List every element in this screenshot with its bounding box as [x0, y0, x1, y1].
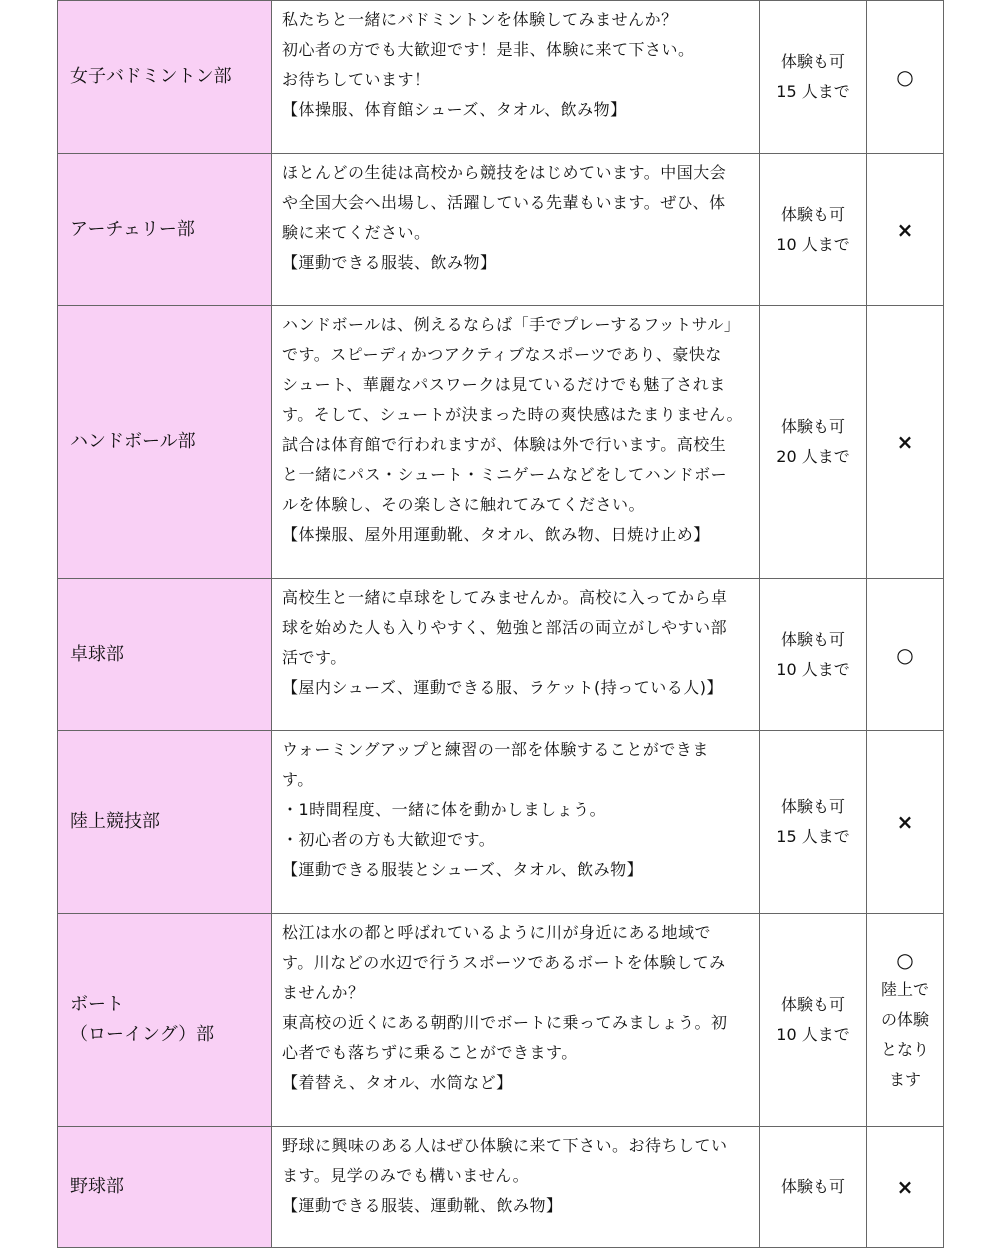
- description-line: ハンドボールは、例えるならば「手でプレーするフットサル」: [282, 315, 741, 334]
- table-row: [58, 1, 944, 154]
- required-items: 【屋内シューズ、運動できる服、ラケット(持っている人)】: [282, 678, 724, 697]
- description-line: シュート、華麗なパスワークは見ているだけでも魅了されま: [282, 375, 726, 394]
- required-items: 【体操服、体育館シューズ、タオル、飲み物】: [282, 100, 627, 119]
- capacity-text: 10 人まで: [776, 659, 850, 679]
- club-name-line: ボート: [70, 994, 124, 1015]
- trial-text: 体験も可: [780, 52, 845, 71]
- description-line: と一緒にパス・シュート・ミニゲームなどをしてハンドボー: [282, 465, 728, 484]
- club-name: アーチェリー部: [70, 218, 195, 240]
- club-description-cell: [272, 731, 760, 914]
- trial-cell: [760, 154, 867, 306]
- availability-mark: ×: [896, 430, 914, 454]
- description-line: 高校生と一緒に卓球をしてみませんか。高校に入ってから卓: [282, 588, 728, 607]
- club-description-cell: [272, 306, 760, 579]
- description-line: や全国大会へ出場し、活躍している先輩もいます。ぜひ、体: [282, 193, 726, 212]
- required-items: 【運動できる服装、飲み物】: [282, 253, 497, 272]
- capacity-text: 10 人まで: [776, 234, 850, 254]
- trial-cell: [760, 1127, 867, 1248]
- club-description-cell: [272, 154, 760, 306]
- table-row: [58, 731, 944, 914]
- description-line: ・初心者の方も大歓迎です。: [282, 830, 496, 849]
- required-items: 【着替え、タオル、水筒など】: [282, 1073, 513, 1092]
- description-line: です。スピーディかつアクティブなスポーツであり、豪快な: [282, 345, 722, 364]
- club-description-cell: [272, 914, 760, 1127]
- table-row: [58, 579, 944, 731]
- availability-note-line: ます: [888, 1070, 921, 1089]
- trial-text: 体験も可: [780, 995, 845, 1014]
- description-line: ほとんどの生徒は高校から競技をはじめています。中国大会: [282, 163, 727, 182]
- availability-mark: ○: [896, 948, 914, 972]
- availability-cell: [867, 154, 944, 306]
- availability-mark: ×: [896, 217, 914, 242]
- club-description-cell: [272, 1, 760, 154]
- description-line: す。川などの水辺で行うスポーツであるボートを体験してみ: [282, 953, 726, 972]
- club-name-line: （ローイング）部: [70, 1024, 215, 1045]
- table-row: [58, 154, 944, 306]
- required-items: 【運動できる服装とシューズ、タオル、飲み物】: [282, 860, 644, 879]
- description-line: 球を始めた人も入りやすく、勉強と部活の両立がしやすい部: [282, 618, 728, 637]
- club-name-cell: [58, 914, 272, 1127]
- availability-mark: ○: [896, 642, 914, 667]
- club-name: 陸上競技部: [70, 811, 160, 832]
- availability-cell: [867, 731, 944, 914]
- club-name-cell: [58, 579, 272, 731]
- description-line: 験に来てください。: [282, 223, 431, 242]
- club-description-cell: [272, 1127, 760, 1248]
- club-description-cell: [272, 579, 760, 731]
- description-line: ます。見学のみでも構いません。: [282, 1166, 530, 1185]
- table-row: [58, 1127, 944, 1248]
- description-line: 私たちと一緒にバドミントンを体験してみませんか？: [282, 10, 678, 29]
- club-name: ハンドボール部: [70, 431, 196, 452]
- description-line: 松江は水の都と呼ばれているように川が身近にある地域で: [282, 923, 712, 942]
- availability-note-line: となり: [880, 1040, 929, 1059]
- description-line: 東高校の近くにある朝酌川でボートに乗ってみましょう。初: [282, 1013, 728, 1032]
- required-items: 【体操服、屋外用運動靴、タオル、飲み物、日焼け止め】: [282, 525, 710, 544]
- capacity-text: 20 人まで: [776, 447, 850, 466]
- availability-cell: [867, 914, 944, 1127]
- trial-cell: [760, 914, 867, 1127]
- trial-text: 体験も可: [780, 1177, 845, 1196]
- description-line: ・1時間程度、一緒に体を動かしましょう。: [282, 800, 607, 819]
- trial-cell: [760, 731, 867, 914]
- description-line: ウォーミングアップと練習の一部を体験することができま: [282, 740, 709, 759]
- capacity-text: 15 人まで: [776, 82, 850, 101]
- trial-text: 体験も可: [780, 797, 845, 816]
- club-name-cell: [58, 731, 272, 914]
- trial-text: 体験も可: [780, 204, 845, 224]
- availability-cell: [867, 306, 944, 579]
- club-table: [57, 0, 944, 1248]
- availability-note-line: 陸上で: [880, 980, 929, 999]
- club-name-cell: [58, 1127, 272, 1248]
- club-name: 卓球部: [70, 643, 124, 665]
- club-name-cell: [58, 1, 272, 154]
- trial-text: 体験も可: [780, 417, 845, 436]
- trial-cell: [760, 579, 867, 731]
- club-name-cell: [58, 306, 272, 579]
- table-row: [58, 306, 944, 579]
- availability-mark: ○: [896, 65, 914, 89]
- availability-mark: ×: [896, 1175, 914, 1199]
- capacity-text: 10 人まで: [776, 1025, 850, 1044]
- description-line: 活です。: [282, 648, 347, 667]
- trial-text: 体験も可: [780, 629, 845, 649]
- availability-cell: [867, 579, 944, 731]
- availability-mark: ×: [896, 810, 914, 834]
- club-name: 女子バドミントン部: [70, 66, 232, 87]
- description-line: す。: [282, 770, 314, 789]
- table-row: [58, 914, 944, 1127]
- club-name: 野球部: [70, 1176, 124, 1197]
- capacity-text: 15 人まで: [776, 827, 850, 846]
- description-line: お待ちしています！: [282, 70, 431, 89]
- description-line: ルを体験し、その楽しさに触れてみてください。: [282, 495, 646, 514]
- trial-cell: [760, 1, 867, 154]
- description-line: 心者でも落ちずに乗ることができます。: [282, 1043, 578, 1062]
- description-line: 試合は体育館で行われますが、体験は外で行います。高校生: [282, 435, 727, 454]
- required-items: 【運動できる服装、運動靴、飲み物】: [282, 1196, 563, 1215]
- availability-cell: [867, 1, 944, 154]
- description-line: ませんか？: [282, 983, 365, 1002]
- availability-note-line: の体験: [880, 1010, 929, 1029]
- availability-cell: [867, 1127, 944, 1248]
- description-line: 初心者の方でも大歓迎です！是非、体験に来て下さい。: [282, 40, 695, 59]
- description-line: 野球に興味のある人はぜひ体験に来て下さい。お待ちしてい: [282, 1136, 728, 1155]
- trial-cell: [760, 306, 867, 579]
- club-name-cell: [58, 154, 272, 306]
- description-line: す。そして、シュートが決まった時の爽快感はたまりません。: [282, 405, 744, 424]
